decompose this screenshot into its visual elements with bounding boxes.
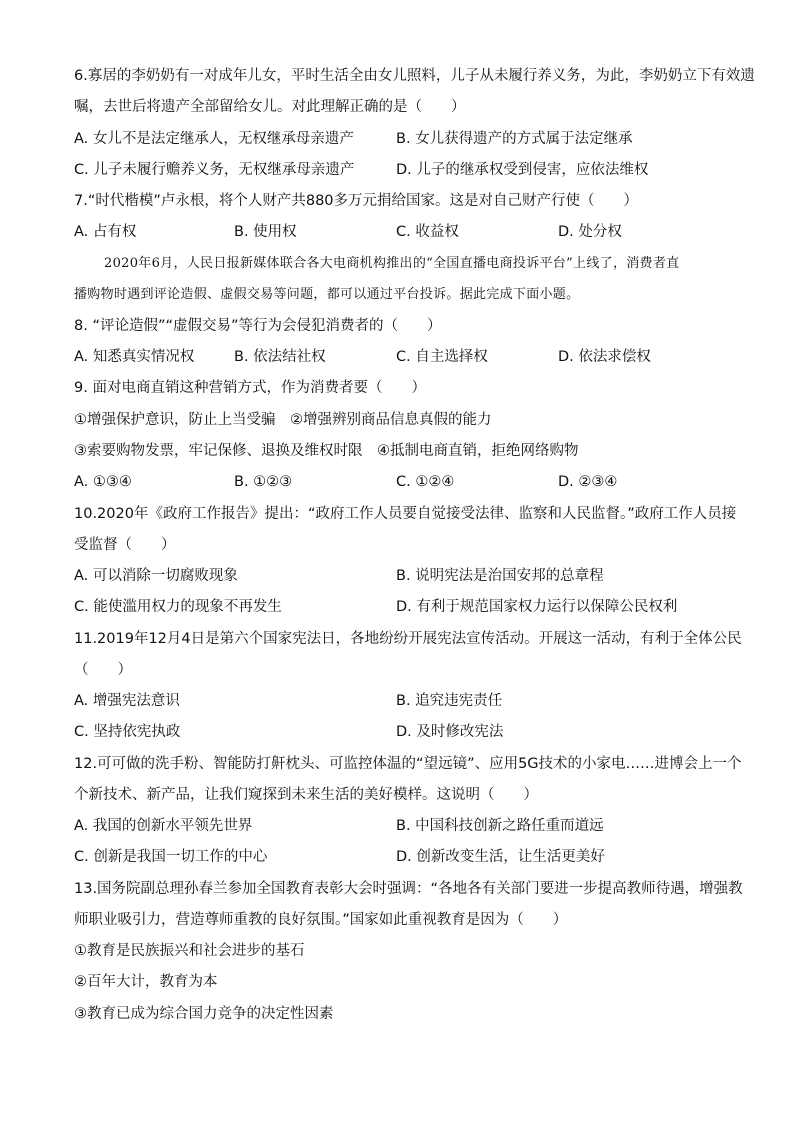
q11-stem-line-2: （ ）	[74, 662, 132, 678]
q11-options-row-1	[74, 691, 734, 711]
q8-options-row	[74, 347, 734, 367]
q9-stem-line-1: 9. 面对电商直销这种营销方式，作为消费者要（ ）	[74, 380, 426, 396]
q9-option-a[interactable]: A. ①③④	[74, 474, 132, 490]
q13-stem-line-2: 师职业吸引力，营造尊师重教的良好氛围。”国家如此重视教育是因为（ ）	[74, 912, 568, 928]
q11-option-b[interactable]: B. 追究违宪责任	[396, 693, 503, 709]
q12-options-row-2	[74, 847, 734, 867]
q8-option-d[interactable]: D. 依法求偿权	[558, 349, 651, 365]
q9-item-line-1: ①增强保护意识，防止上当受骗 ②增强辨别商品信息真假的能力	[74, 412, 492, 428]
q8-stem-line-1: 8. “评论造假”“虚假交易”等行为会侵犯消费者的（ ）	[74, 318, 442, 334]
q6-option-d[interactable]: D. 儿子的继承权受到侵害，应依法维权	[396, 162, 649, 178]
q11-option-d[interactable]: D. 及时修改宪法	[396, 724, 504, 740]
q10-option-c[interactable]: C. 能使滥用权力的现象不再发生	[74, 599, 282, 615]
q7-option-b[interactable]: B. 使用权	[234, 224, 297, 240]
q8-option-a[interactable]: A. 知悉真实情况权	[74, 349, 195, 365]
passage-line-2: 播购物时遇到评论造假、虚假交易等问题，都可以通过平台投诉。据此完成下面小题。	[74, 287, 580, 302]
q8-option-b[interactable]: B. 依法结社权	[234, 349, 326, 365]
q10-options-row-1	[74, 566, 734, 586]
q11-option-c[interactable]: C. 坚持依宪执政	[74, 724, 181, 740]
q6-stem-line-1: 6.寡居的李奶奶有一对成年儿女，平时生活全由女儿照料，儿子从未履行养义务，为此，李奶奶立下有效遗	[74, 68, 755, 84]
q7-option-c[interactable]: C. 收益权	[396, 224, 459, 240]
q7-option-a[interactable]: A. 占有权	[74, 224, 137, 240]
q7-options-row	[74, 222, 734, 242]
q7-stem-line-1: 7.“时代楷模”卢永根，将个人财产共880多万元捐给国家。这是对自己财产行使（ ）	[74, 193, 639, 209]
q6-option-c[interactable]: C. 儿子未履行赡养义务，无权继承母亲遗产	[74, 162, 355, 178]
q12-option-c[interactable]: C. 创新是我国一切工作的中心	[74, 849, 268, 865]
q13-item-line-2: ②百年大计，教育为本	[74, 974, 218, 990]
q12-stem-line-2: 个新技术、新产品，让我们窥探到未来生活的美好模样。这说明（ ）	[74, 787, 538, 803]
q11-option-a[interactable]: A. 增强宪法意识	[74, 693, 180, 709]
q12-option-a[interactable]: A. 我国的创新水平领先世界	[74, 818, 253, 834]
q6-options-row-2	[74, 160, 734, 180]
q12-stem-line-1: 12.可可做的洗手粉、智能防打鼾枕头、可监控体温的“望远镜”、应用5G技术的小家电……进博会上一个	[74, 756, 742, 772]
q10-option-d[interactable]: D. 有利于规范国家权力运行以保障公民权利	[396, 599, 678, 615]
q6-options-row-1	[74, 129, 734, 149]
q12-option-d[interactable]: D. 创新改变生活，让生活更美好	[396, 849, 605, 865]
q6-stem-line-2: 嘱，去世后将遗产全部留给女儿。对此理解正确的是（ ）	[74, 99, 466, 115]
q13-item-line-3: ③教育已成为综合国力竞争的决定性因素	[74, 1006, 334, 1022]
q12-option-b[interactable]: B. 中国科技创新之路任重而道远	[396, 818, 604, 834]
q7-option-d[interactable]: D. 处分权	[558, 224, 622, 240]
q10-stem-line-1: 10.2020年《政府工作报告》提出：“政府工作人员要自觉接受法律、监察和人民监督。”政府工作人员接	[74, 506, 737, 522]
q8-option-c[interactable]: C. 自主选择权	[396, 349, 488, 365]
q10-stem-line-2: 受监督（ ）	[74, 537, 176, 553]
q9-option-b[interactable]: B. ①②③	[234, 474, 293, 490]
q9-option-c[interactable]: C. ①②④	[396, 474, 455, 490]
q11-options-row-2	[74, 722, 734, 742]
q10-option-b[interactable]: B. 说明宪法是治国安邦的总章程	[396, 568, 604, 584]
q9-item-line-2: ③索要购物发票，牢记保修、退换及维权时限 ④抵制电商直销，拒绝网络购物	[74, 443, 579, 459]
q6-option-a[interactable]: A. 女儿不是法定继承人，无权继承母亲遗产	[74, 131, 354, 147]
q10-options-row-2	[74, 597, 734, 617]
q9-options-row	[74, 472, 734, 492]
passage-line-1: 2020年6月，人民日报新媒体联合各大电商机构推出的“全国直播电商投诉平台”上线了，消费者直	[104, 256, 680, 271]
q10-option-a[interactable]: A. 可以消除一切腐败现象	[74, 568, 238, 584]
q6-option-b[interactable]: B. 女儿获得遗产的方式属于法定继承	[396, 131, 633, 147]
q12-options-row-1	[74, 816, 734, 836]
q11-stem-line-1: 11.2019年12月4日是第六个国家宪法日，各地纷纷开展宪法宣传活动。开展这一活动，有利于全体公民	[74, 631, 742, 647]
q13-stem-line-1: 13.国务院副总理孙春兰参加全国教育表彰大会时强调：“各地各有关部门要进一步提高教师待遇，增强教	[74, 881, 743, 897]
q9-option-d[interactable]: D. ②③④	[558, 474, 618, 490]
q13-item-line-1: ①教育是民族振兴和社会进步的基石	[74, 943, 305, 959]
